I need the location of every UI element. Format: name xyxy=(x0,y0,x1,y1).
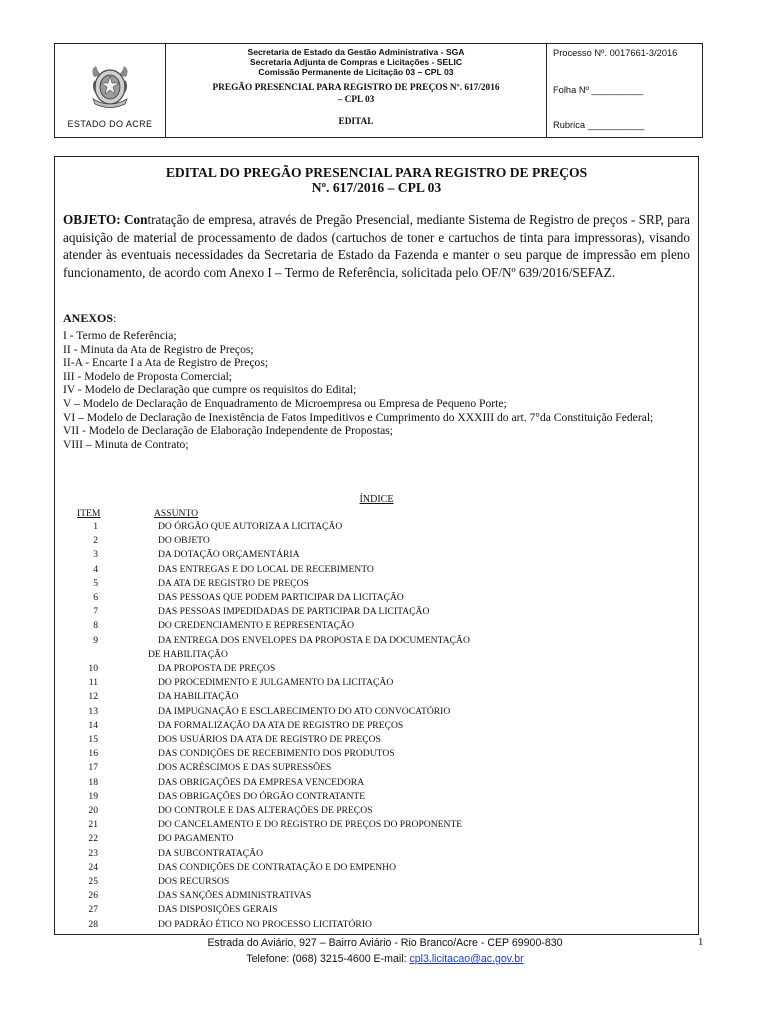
indice-row xyxy=(55,847,698,861)
anexo-item: II-A - Encarte I a Ata de Registro de Preços; xyxy=(63,356,269,370)
indice-row xyxy=(55,548,698,562)
anexo-item: III - Modelo de Proposta Comercial; xyxy=(63,369,233,383)
indice-item-number: 13 xyxy=(88,705,98,717)
indice-item-subject: DA FORMALIZAÇÃO DA ATA DE REGISTRO DE PREÇOS xyxy=(158,719,404,731)
indice-item-subject: DA ATA DE REGISTRO DE PREÇOS xyxy=(158,577,309,589)
indice-row xyxy=(55,832,698,846)
indice-item-subject: DAS PESSOAS QUE PODEM PARTICIPAR DA LICITAÇÃO xyxy=(158,592,404,604)
header-logo-cell xyxy=(55,44,166,137)
indice-item-subject: DA SUBCONTRATAÇÃO xyxy=(158,847,264,859)
title-line: Nº. 617/2016 – CPL 03 xyxy=(311,180,442,195)
indice-row xyxy=(55,818,698,832)
indice-item-number: 27 xyxy=(88,904,98,916)
indice-item-subject: DOS USUÁRIOS DA ATA DE REGISTRO DE PREÇOS xyxy=(158,734,381,746)
header-center-cell xyxy=(166,44,547,137)
indice-item-number: 23 xyxy=(88,847,98,859)
indice-row xyxy=(55,605,698,619)
indice-row xyxy=(55,662,698,676)
indice-item-number: 15 xyxy=(88,734,98,746)
indice-row xyxy=(55,747,698,761)
footer-address: Estrada do Aviário, 927 – Bairro Aviário - Rio Branco/Acre - CEP 69900-830 xyxy=(207,937,563,949)
objeto-paragraph xyxy=(63,211,690,281)
title-line: EDITAL DO PREGÃO PRESENCIAL PARA REGISTRO DE PREÇOS xyxy=(165,165,588,180)
footer-contact xyxy=(0,953,770,965)
edital-body xyxy=(54,156,699,935)
indice-item-number: 21 xyxy=(88,819,98,831)
indice-item-subject: DAS CONDIÇÕES DE RECEBIMENTO DOS PRODUTOS xyxy=(158,748,395,760)
indice-item-number: 8 xyxy=(93,620,98,632)
anexos-colon: : xyxy=(113,311,117,325)
indice-item-number: 17 xyxy=(88,762,98,774)
anexos-label: ANEXOS xyxy=(63,311,114,325)
indice-item-number xyxy=(55,648,98,662)
indice-item-subject: DO CONTROLE E DAS ALTERAÇÕES DE PREÇOS xyxy=(158,805,373,817)
anexo-item: VII - Modelo de Declaração de Elaboração Independente de Propostas; xyxy=(63,424,393,438)
indice-row xyxy=(55,875,698,889)
indice-item-subject: DO CREDENCIAMENTO E REPRESENTAÇÃO xyxy=(158,620,354,632)
indice-item-number: 14 xyxy=(88,719,98,731)
indice-row xyxy=(55,577,698,591)
indice-item-number: 20 xyxy=(88,805,98,817)
indice-row xyxy=(55,790,698,804)
objeto-label: OBJETO: Con xyxy=(63,212,148,227)
email-link[interactable]: cpl3.licitacao@ac.gov.br xyxy=(409,953,524,965)
indice-item-subject: DAS ENTREGAS E DO LOCAL DE RECEBIMENTO xyxy=(158,563,374,575)
indice-item-number: 11 xyxy=(88,677,98,689)
indice-row xyxy=(55,676,698,690)
indice-row xyxy=(55,889,698,903)
indice-item-subject: DA IMPUGNAÇÃO E ESCLARECIMENTO DO ATO CONVOCATÓRIO xyxy=(158,705,451,717)
document-title xyxy=(55,165,698,195)
indice-row xyxy=(55,918,698,932)
indice-item-subject: DO ÓRGÃO QUE AUTORIZA A LICITAÇÃO xyxy=(158,521,343,532)
indice-row xyxy=(55,520,698,534)
indice-row xyxy=(55,619,698,633)
indice-item-number: 5 xyxy=(93,577,98,589)
indice-item-number: 25 xyxy=(88,876,98,888)
anexo-item: II - Minuta da Ata de Registro de Preços; xyxy=(63,342,254,356)
indice-item-subject: DOS RECURSOS xyxy=(158,876,230,888)
indice-item-number: 6 xyxy=(93,592,98,604)
secretaria-line: Secretaria de Estado da Gestão Administrativa - SGA xyxy=(247,47,465,57)
indice-row xyxy=(55,761,698,775)
indice-item-number: 12 xyxy=(88,691,98,703)
indice-item-subject: DO CANCELAMENTO E DO REGISTRO DE PREÇOS DO PROPONENTE xyxy=(158,819,463,831)
indice-item-subject: DA PROPOSTA DE PREÇOS xyxy=(158,663,276,675)
column-header-assunto: ASSUNTO xyxy=(154,508,199,519)
indice-item-number: 26 xyxy=(88,890,98,902)
indice-row xyxy=(55,804,698,818)
indice-item-subject: DAS SANÇÕES ADMINISTRATIVAS xyxy=(158,890,312,902)
pregao-title-line: – CPL 03 xyxy=(337,95,375,105)
edital-label: EDITAL xyxy=(338,117,374,127)
indice-row xyxy=(55,591,698,605)
anexo-item: VI – Modelo de Declaração de Inexistência de Fatos Impeditivos e Cumprimento do XXXIII do art. 7°da Constituição Federal; xyxy=(63,410,654,424)
folha-field: Folha Nº __________ xyxy=(553,85,644,95)
indice-item-number: 3 xyxy=(93,549,98,561)
indice-item-subject: DAS OBRIGAÇÕES DA EMPRESA VENCEDORA xyxy=(158,776,365,788)
page-number: 1 xyxy=(698,937,704,948)
indice-table xyxy=(55,520,698,932)
indice-item-number: 2 xyxy=(93,535,98,547)
indice-item-subject: DAS DISPOSIÇÕES GERAIS xyxy=(158,904,278,916)
indice-item-subject: DOS ACRÉSCIMOS E DAS SUPRESSÕES xyxy=(158,762,332,774)
indice-item-number: 16 xyxy=(88,748,98,760)
indice-row xyxy=(55,903,698,917)
indice-row xyxy=(55,733,698,747)
indice-item-subject: DA HABILITAÇÃO xyxy=(158,691,239,703)
indice-row xyxy=(55,634,698,648)
indice-item-subject: DE HABILITAÇÃO xyxy=(148,648,228,660)
footer-phone: Telefone: (068) 3215-4600 E-mail: xyxy=(246,953,410,965)
objeto-text: tratação de empresa, através de Pregão Presencial, mediante Sistema de Registro de preços - SRP, para aquisição de material de processamento de dados (cartuchos de toner e cartuchos de tinta para impressoras), visando atender às eventuais necessidades da Secretaria de Estado da Fazenda e manter o seu parque de impressão em pleno funcionamento, de acordo com Anexo I – Termo de Referência, solicitada pelo OF/Nº 639/2016/SEFAZ. xyxy=(63,212,690,280)
indice-title: ÍNDICE xyxy=(359,494,394,505)
anexo-item: VIII – Minuta de Contrato; xyxy=(63,437,189,451)
indice-item-number: 4 xyxy=(93,563,98,575)
estado-do-acre-label: ESTADO DO ACRE xyxy=(67,119,153,129)
indice-item-number: 22 xyxy=(88,833,98,845)
column-header-item: ITEM xyxy=(77,508,101,519)
indice-item-number: 19 xyxy=(88,790,98,802)
acre-state-seal-icon xyxy=(88,63,132,109)
indice-row xyxy=(55,563,698,577)
indice-item-number: 7 xyxy=(93,606,98,618)
secretaria-line: Comissão Permanente de Licitação 03 – CPL 03 xyxy=(258,67,454,77)
indice-item-number: 1 xyxy=(93,521,98,532)
indice-row xyxy=(55,861,698,875)
indice-item-subject: DO OBJETO xyxy=(158,535,210,547)
secretaria-lines xyxy=(166,47,546,77)
header-right-cell xyxy=(547,44,702,137)
indice-item-number: 10 xyxy=(88,663,98,675)
indice-item-subject: DAS PESSOAS IMPEDIDADAS DE PARTICIPAR DA LICITAÇÃO xyxy=(158,606,430,618)
pregao-title xyxy=(166,82,546,106)
document-header xyxy=(54,43,703,138)
anexos-heading xyxy=(63,311,116,326)
processo-number: Processo Nº. 0017661-3/2016 xyxy=(553,48,678,58)
indice-item-number: 28 xyxy=(88,918,98,930)
indice-row xyxy=(55,719,698,733)
indice-item-subject: DAS CONDIÇÕES DE CONTRATAÇÃO E DO EMPENHO xyxy=(158,861,397,873)
indice-item-subject: DO PAGAMENTO xyxy=(158,833,234,845)
indice-item-subject: DA ENTREGA DOS ENVELOPES DA PROPOSTA E DA DOCUMENTAÇÃO xyxy=(158,634,470,646)
indice-item-subject: DAS OBRIGAÇÕES DO ÓRGÃO CONTRATANTE xyxy=(158,790,366,802)
indice-item-subject: DO PROCEDIMENTO E JULGAMENTO DA LICITAÇÃO xyxy=(158,677,394,689)
indice-row xyxy=(55,690,698,704)
anexo-item: I - Termo de Referência; xyxy=(63,329,177,342)
anexo-item: IV - Modelo de Declaração que cumpre os requisitos do Edital; xyxy=(63,383,357,397)
anexo-item: V – Modelo de Declaração de Enquadramento de Microempresa ou Empresa de Pequeno Porte; xyxy=(63,396,507,410)
pregao-title-line: PREGÃO PRESENCIAL PARA REGISTRO DE PREÇOS Nº. 617/2016 xyxy=(212,83,500,93)
secretaria-line: Secretaria Adjunta de Compras e Licitações - SELIC xyxy=(249,57,463,67)
indice-row xyxy=(55,776,698,790)
anexos-list xyxy=(63,329,690,451)
indice-item-number: 18 xyxy=(88,776,98,788)
indice-item-number: 24 xyxy=(88,861,98,873)
indice-row xyxy=(55,534,698,548)
indice-item-number: 9 xyxy=(93,634,98,646)
indice-item-subject: DA DOTAÇÃO ORÇAMENTÁRIA xyxy=(158,549,300,561)
indice-row xyxy=(55,648,698,662)
indice-item-subject: DO PADRÃO ÉTICO NO PROCESSO LICITATÓRIO xyxy=(158,918,372,930)
indice-row xyxy=(55,705,698,719)
rubrica-field: Rubrica ___________ xyxy=(553,120,645,130)
